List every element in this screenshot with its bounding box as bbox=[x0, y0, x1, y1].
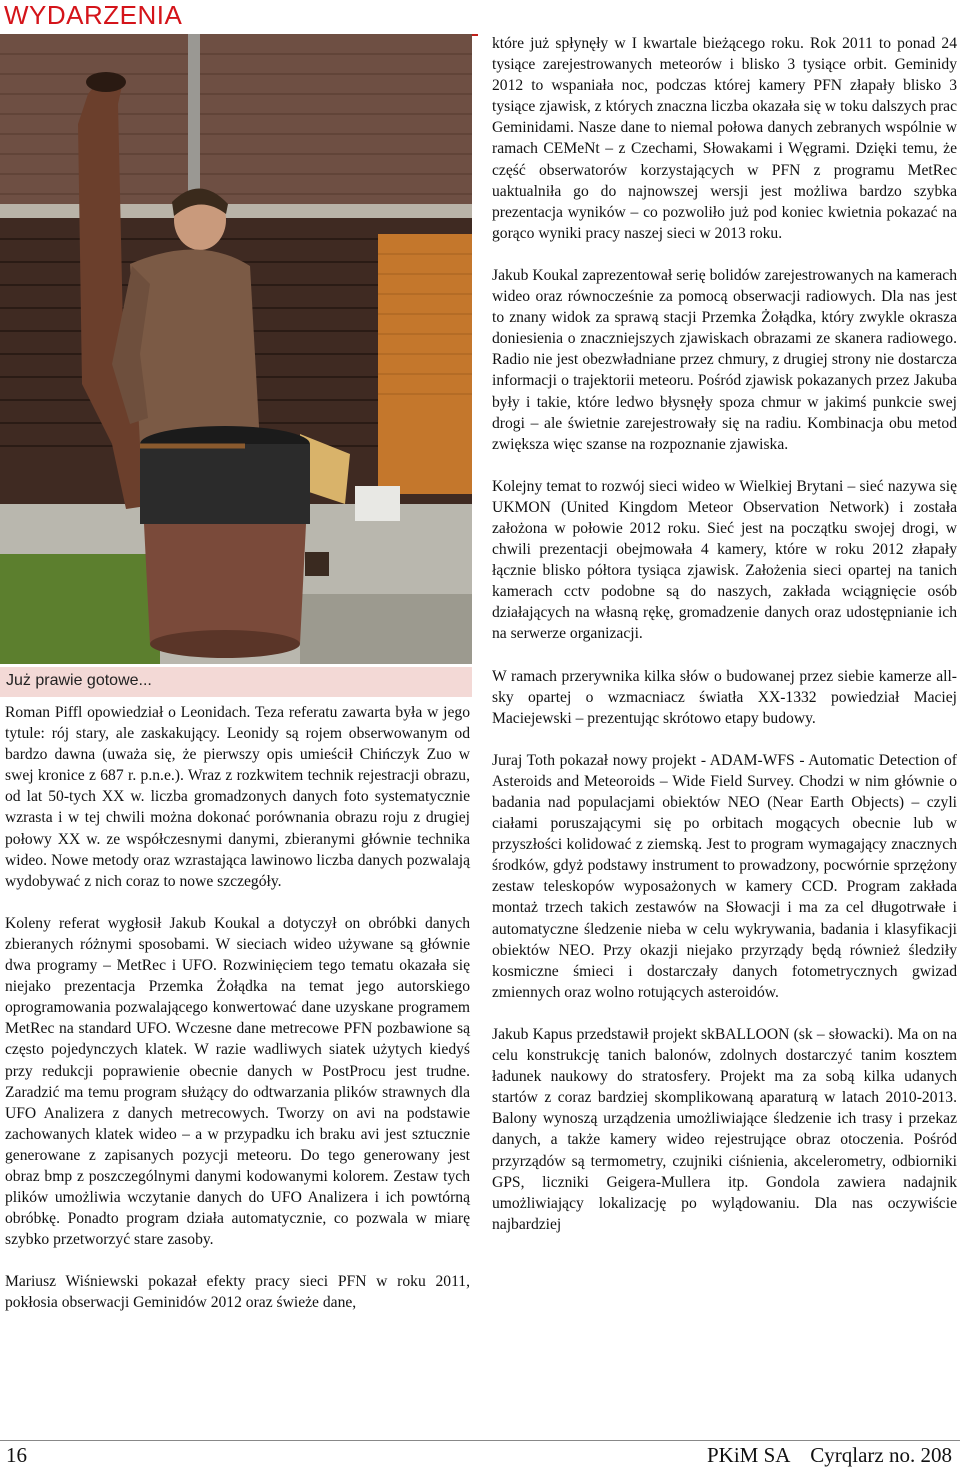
page-footer bbox=[0, 1440, 960, 1469]
section-title: WYDARZENIA bbox=[4, 0, 183, 30]
page-number: 16 bbox=[6, 1443, 27, 1467]
journal-name: PKiM SA Cyrqlarz no. 208 bbox=[706, 1443, 952, 1467]
paragraph: Juraj Toth pokazał nowy projekt - ADAM-WFS - Automatic Detection of Asteroids and Meteoroids – Wide Field Survey. Chodzi w nim głównie o badania nad populacjami obiektów NEO (Near Earth Objects) – czyli ciałami poruszającymi się po orbitach mogących obecnie lub w przyszłości kolidować z ziemską. Jest to program wymagający znacznych środków, gdyż podstawy instrument to prowadzony, pocwórnie sprzężony zestaw teleskopów wyposażonych w kamery CCD. Program zakłada montaż trzech takich zestawów na Słowacji i ma za cel długotrwałe i automatyczne śledzenie nieba w celu wykrywania, badania i klasyfikacji obiektów NEO. Przy okazji niejako przyrządy będą również śledziły kosmiczne śmieci i dostarczały danych fotometrycznych gwizad zmiennych oraz wolno rotujących asteroidów. bbox=[492, 751, 957, 1001]
left-column bbox=[5, 702, 470, 1335]
photo-caption: Już prawie gotowe... bbox=[6, 672, 152, 689]
article-photo bbox=[0, 34, 472, 664]
paragraph: Jakub Koukal zaprezentował serię bolidów zarejestrowanych na kamerach wideo oraz równocześnie za pomocą obserwacji radiowych. Dla nas jest to znany widok za sprawą stacji Przemka Żołądka, który zwykle okrasza doniesienia o znaczniejszych zjawiskach obrazami ze skanera radiowego. Radio nie jest obezwładniane przez chmury, z drugiej strony nie dostarcza informacji o trajektorii meteoru. Pośród zjawisk pokazanych przez Jakuba były i takie, które ledwo błysnęły spoza chmur w jakimś punkcie swej drogi – ale świetnie zarejestrowały się na radiu. Kombinacja obu metod zwiększa więc szanse na rozpoznanie zjawiska. bbox=[492, 266, 957, 453]
paragraph: Mariusz Wiśniewski pokazał efekty pracy sieci PFN w roku 2011, pokłosia obserwacji Geminidów 2012 oraz świeże dane, bbox=[5, 1273, 470, 1312]
section-header bbox=[0, 0, 478, 36]
paragraph: W ramach przerywnika kilka słów o budowanej przez siebie kamerze all-sky opartej o wzmacniacz światła XX-1332 powiedział Maciej Maciejewski – prezentując skrótowo etapy budowy. bbox=[492, 667, 957, 727]
paragraph: Roman Piffl opowiedział o Leonidach. Teza referatu zawarta była w jego tytule: rój stary, ale zaskakujący. Leonidy są rojem obserwowanym od bardzo dawna (uważa się, że pierwszy opis umieścił Chińczyk Zuo w swej kronice z 687 r. p.n.e.). Wraz z rozkwitem technik rejestracji obrazu, od lat 50-tych XX w. liczba gromadzonych danych foto systematycznie wzrasta i w tej chwili można dokonać porównania obrazu roju z drugiej połowy XX w. ze współczesnymi danymi, zbieranymi głównie technika wideo. Nowe metody oraz wzrastająca lawinowo liczba danych pozwalają wydobywać z nich coraz to nowe szczegóły. bbox=[5, 704, 470, 890]
paragraph: Kolejny temat to rozwój sieci wideo w Wielkiej Brytani – sieć nazywa się UKMON (United Kingdom Meteor Observation Network) i została założona w połowie 2012 roku. Sieć jest na początku swojej drogi, w chwili prezentacji obejmowała 4 kamery, które w roku 2012 złapały łącznie blisko półtora tysiąca zjawisk. Założenia sieci opartej na tanich kamerach cctv podobne są do naszych, zakłada wciągnięcie osób działających na własną rękę, gromadzenie danych oraz udostępnianie ich na serwerze organizacji. bbox=[492, 477, 957, 643]
photo-caption-bar bbox=[0, 667, 472, 697]
paragraph: Jakub Kapus przedstawił projekt skBALLOON (sk – słowacki). Ma on na celu konstrukcję tanich balonów, zdolnych dostarczyć tanim kosztem ładunek naukowy do stratosfery. Projekt ma za sobą kilka udanych startów z coraz bardziej skomplikowaną aparaturą w latach 2010-2013. Balony wynoszą urządzenia umożliwiające śledzenie ich trasy i przekaz danych, a także kamery wideo rejestrujące obraz otoczenia. Pośród przyrządów są termometry, czujniki ciśnienia, akcelerometry, odbiorniki GPS, liczniki Geigera-Mullera itp. Gondola zawiera nadajnik umożliwiający lokalizację po wylądowaniu. Dla nas oczywiście najbardziej bbox=[492, 1025, 957, 1233]
paragraph: Koleny referat wygłosił Jakub Koukal a dotyczył on obróbki danych zbieranych różnymi sposobami. W sieciach wideo używane są głównie dwa programy – MetRec i UFO. Rozwinięciem tego tematu okazała się niejako prezentacja Przemka Żołądka na temat jego autorskiego oprogramowania pozwalającego konwertować dane uzyskane programem MetRec na standard UFO. Wczesne dane metrecowe PFN pozbawione są często pojedynczych klatek. W razie wadliwych siatek użytych kiedyś przy redukcji poprawienie obecnie danych w PostProcu jest trudne. Zaradzić ma temu program służący do odtwarzania plików strawnych dla UFO Analizera z danych metrecowych. Tworzy on avi na podstawie zachowanych klatek wideo – a w przypadku ich braku avi jest sztucznie generowane z zapisanych pozycji meteoru. Do tego generowany jest obraz bmp z poszczególnymi danymi kodowanymi kolorem. Zestaw tych plików umożliwia wczytanie danych do UFO Analizera i ich powtórną obróbkę. Ponadto program działa automatycznie, co pozwala w miarę szybko przetworzyć stare zasoby. bbox=[5, 914, 470, 1249]
right-column bbox=[492, 33, 957, 1256]
paragraph: które już spłynęły w I kwartale bieżącego roku. Rok 2011 to ponad 24 tysiące zarejestrowanych meteorów i blisko 3 tysiące orbit. Geminidy 2012 to wspaniała noc, podczas której kamery PFN złapały blisko 3 tysiące zjawisk, z których znaczna liczba okazała się w toku dalszych prac Geminidami. Nasze dane to niemal połowa danych zebranych wspólnie w ramach CEMeNt – z Czechami, Słowakami i Węgrami. Dzięki temu, że część obserwatorów korzystających w PFN z programu MetRec uaktualniła go do najnowszej wersji jest możliwa bardzo szybka prezentacja wyników – co pozwoliło już pod koniec kwietnia pokazać na gorąco wyniki pracy naszej sieci w 2013 roku. bbox=[492, 35, 957, 242]
